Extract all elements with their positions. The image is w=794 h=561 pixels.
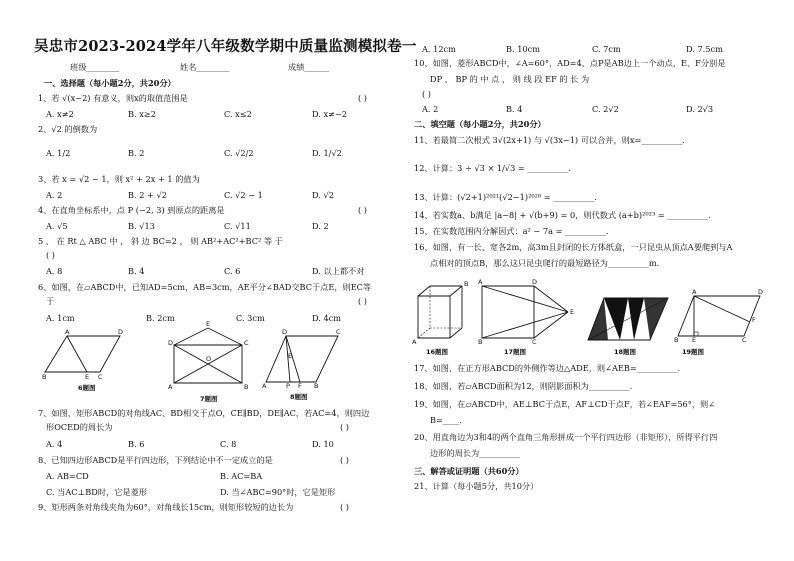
- q1-stem: 1、若 √(x−2) 有意义，则x的取值范围是: [38, 93, 188, 103]
- q5-opt-b: B. 4: [128, 266, 145, 276]
- figure-16-caption: 16题图: [426, 348, 449, 356]
- q1-paren: ( ): [358, 93, 367, 103]
- q7-stem-cont: 形OCED的周长为: [46, 422, 113, 432]
- q9-opt-a: A. 12cm: [422, 44, 456, 54]
- figure-16-cuboid: [412, 282, 472, 344]
- q2-opt-a: A. 1/2: [46, 148, 71, 158]
- q8-opt-b: B. AC=BA: [220, 471, 263, 481]
- figure-6-caption: 6题图: [78, 384, 96, 392]
- figure-18-shaded-parallelogram: [584, 294, 672, 346]
- svg-text:D: D: [168, 339, 174, 347]
- q7-opt-a: A. 4: [46, 439, 63, 449]
- q8-opt-a: A. AB=CD: [46, 471, 89, 481]
- q14: 14、若实数a、b满足 |a−8| + √(b+9) = 0，则代数式 (a+b)²⁰²³ = __________.: [414, 210, 711, 220]
- svg-text:B: B: [244, 383, 249, 391]
- svg-text:B: B: [464, 280, 469, 288]
- svg-text:A: A: [262, 382, 267, 390]
- q2-opt-b: B. 2: [128, 148, 145, 158]
- figure-19-caption: 19题图: [682, 348, 705, 356]
- svg-text:A: A: [412, 338, 417, 346]
- name-label: 姓名________: [180, 62, 230, 72]
- svg-text:E: E: [206, 320, 211, 328]
- svg-text:A: A: [478, 278, 483, 286]
- svg-text:C: C: [742, 336, 747, 344]
- q5-opt-c: C. 6: [224, 266, 241, 276]
- q7-paren: ( ): [340, 422, 349, 432]
- q3-stem: 3、若 x = √2 − 1，则 x² + 2x + 1 的值为: [38, 174, 200, 184]
- q5-opt-d: D. 以上都不对: [312, 266, 365, 276]
- figure-7-caption: 7题图: [200, 395, 218, 403]
- q11: 11、若最简二次根式 3√(2x+1) 与 √(3x−1) 可以合并，则x=__________.: [414, 135, 685, 145]
- svg-text:A: A: [692, 288, 697, 296]
- figure-7-rectangle: [168, 320, 249, 391]
- q20-stem: 20、用直角边为3和4的两个直角三角形拼成一个平行四边形（非矩形），所得平行四: [414, 432, 718, 442]
- q6-stem: 6、如图，在▱ABCD中，已知AD=5cm，AB=3cm，AE平分∠BAD交BC于点E，则EC等: [38, 282, 372, 292]
- q9-opt-b: B. 10cm: [506, 44, 540, 54]
- figure-17-caption: 17题图: [504, 348, 527, 356]
- score-label: 成绩______: [288, 62, 329, 72]
- svg-text:C: C: [244, 339, 249, 347]
- q6-opt-a: A. 1cm: [46, 313, 75, 323]
- svg-text:C: C: [98, 373, 103, 381]
- q10-opt-a: A. 2: [422, 104, 439, 114]
- figure-17-square-triangle: [478, 278, 576, 346]
- q6-opt-d: D. 4cm: [312, 313, 342, 323]
- q18: 18、如图，若▱ABCD面积为12，则阴影面积为__________.: [414, 381, 633, 391]
- section-3-heading: 三、解答或证明题（共60分）: [414, 466, 524, 476]
- q7-stem: 7、如图，矩形ABCD的对角线AC、BD相交于点O，CE∥BD，DE∥AC，若AC=4，则四边: [38, 408, 370, 418]
- q3-opt-b: B. 2 + √2: [128, 190, 167, 200]
- page-title: 吴忠市2023-2024学年八年级数学期中质量监测模拟卷一: [34, 38, 417, 55]
- svg-text:D: D: [118, 328, 124, 336]
- svg-text:B: B: [478, 338, 483, 346]
- q16-stem: 16、如图，有一长、宽各2m，高3m且封闭的长方体纸盒，一只昆虫从顶点A要爬到与A: [414, 242, 733, 252]
- q17: 17、如图，在正方形ABCD的外侧作等边△ADE，则∠AEB=__________.: [414, 363, 681, 373]
- q10-opt-b: B. 4: [506, 104, 523, 114]
- q2-opt-d: D. 1/√2: [312, 148, 342, 158]
- q4-paren: ( ): [358, 205, 367, 215]
- svg-text:O: O: [206, 355, 212, 363]
- section-1-heading: 一、选择题（每小题2分，共20分）: [44, 78, 176, 88]
- q8-stem: 8、已知四边形ABCD是平行四边形，下列结论中不一定成立的是: [38, 455, 273, 465]
- q7-opt-b: B. 6: [128, 439, 145, 449]
- q16-stem-cont: 点相对的顶点B，那么这只昆虫爬行的最短路径为__________m.: [430, 258, 660, 268]
- svg-text:F: F: [298, 382, 302, 390]
- figure-8-rhombus: [260, 328, 340, 388]
- q5-paren: ( ): [46, 250, 55, 260]
- q8-paren: ( ): [340, 455, 349, 465]
- q10-stem-cont: DP 、 BP 的 中 点 ， 则 线 段 EF 的 长 为: [430, 74, 590, 84]
- q9-opt-d: D. 7.5cm: [686, 44, 723, 54]
- q9-stem: 9、矩形两条对角线夹角为60°，对角线长15cm，则矩形较短的边长为: [38, 502, 294, 512]
- q13: 13、计算：(√2+1)²⁰²¹(√2−1)²⁰²⁰ = __________.: [414, 192, 597, 202]
- q6-opt-b: B. 2cm: [146, 313, 175, 323]
- svg-text:D: D: [758, 288, 764, 296]
- q1-opt-a: A. x≠2: [46, 109, 74, 119]
- q1-opt-b: B. x≥2: [128, 109, 156, 119]
- q8-opt-c: C. 当AC⊥BD时，它是菱形: [46, 487, 147, 497]
- q19-stem-cont: B=____.: [430, 415, 462, 425]
- figure-19-parallelogram-heights: [674, 290, 764, 344]
- svg-text:E: E: [692, 336, 697, 344]
- q4-opt-c: C. √11: [224, 221, 251, 231]
- q4-opt-d: D. 2: [312, 221, 329, 231]
- q7-opt-c: C. 8: [220, 439, 237, 449]
- q10-opt-d: D. 2√3: [686, 104, 714, 114]
- q6-stem-cont: 于: [46, 296, 55, 306]
- q5-opt-a: A. 8: [46, 266, 63, 276]
- q15: 15、在实数范围内分解因式：a² − 7a = __________.: [414, 226, 609, 236]
- svg-text:P: P: [286, 382, 290, 390]
- q1-opt-d: D. x≠−2: [312, 109, 348, 119]
- right-column: [400, 0, 794, 561]
- q3-opt-d: D. √2: [312, 190, 334, 200]
- q9-paren: ( ): [340, 502, 349, 512]
- svg-text:C: C: [336, 328, 341, 336]
- q4-opt-b: B. √13: [128, 221, 155, 231]
- figure-18-caption: 18题图: [614, 348, 637, 356]
- q1-opt-c: C. x≤2: [224, 109, 252, 119]
- q5-stem: 5 、 在 Rt △ ABC 中 ， 斜 边 BC=2 ， 则 AB²+AC²+BC² 等 于: [38, 236, 283, 246]
- q6-opt-c: C. 3cm: [236, 313, 265, 323]
- svg-text:E: E: [570, 308, 575, 316]
- q10-paren: ( ): [422, 89, 431, 99]
- q4-opt-a: A. √5: [46, 221, 68, 231]
- figure-6-parallelogram: [42, 330, 122, 380]
- q20-stem-cont: 边形的周长为__________: [430, 448, 521, 458]
- svg-text:B: B: [674, 336, 679, 344]
- q4-stem: 4、在直角坐标系中，点 P (−2, 3) 到原点的距离是: [38, 205, 225, 215]
- q3-opt-a: A. 2: [46, 190, 63, 200]
- class-label: 班级________: [70, 62, 120, 72]
- svg-text:D: D: [532, 278, 538, 286]
- svg-text:E: E: [288, 352, 293, 360]
- q6-paren: ( ): [358, 296, 367, 306]
- q19-stem: 19、如图，在▱ABCD中，AE⊥BC于点E，AF⊥CD于点F，若∠EAF=56°，则∠: [414, 399, 716, 409]
- svg-text:C: C: [532, 338, 537, 346]
- q12: 12、计算：3 ÷ √3 × 1/√3 = __________.: [414, 163, 571, 173]
- q2-stem: 2、√2 的倒数为: [38, 124, 98, 134]
- svg-text:A: A: [168, 383, 173, 391]
- svg-text:B: B: [42, 373, 47, 381]
- section-2-heading: 二、填空题（每小题2分，共20分）: [414, 119, 546, 129]
- svg-text:A: A: [65, 328, 70, 336]
- q21: 21、计算（每小题5分，共10分）: [414, 481, 539, 491]
- q3-opt-c: C. √2 − 1: [224, 190, 263, 200]
- svg-text:F: F: [752, 316, 756, 324]
- svg-text:D: D: [282, 328, 288, 336]
- q10-opt-c: C. 2√2: [592, 104, 619, 114]
- svg-text:B: B: [314, 382, 319, 390]
- q10-stem: 10、如图，菱形ABCD中，∠A=60°，AD=4，点P是AB边上一个动点，E、F分别是: [414, 58, 726, 68]
- figure-8-caption: 8题图: [290, 393, 308, 401]
- svg-text:E: E: [85, 373, 90, 381]
- q2-opt-c: C. √2/2: [224, 148, 254, 158]
- q7-opt-d: D. 10: [312, 439, 334, 449]
- q8-opt-d: D. 当∠ABC=90°时，它是矩形: [220, 487, 336, 497]
- q9-opt-c: C. 7cm: [592, 44, 621, 54]
